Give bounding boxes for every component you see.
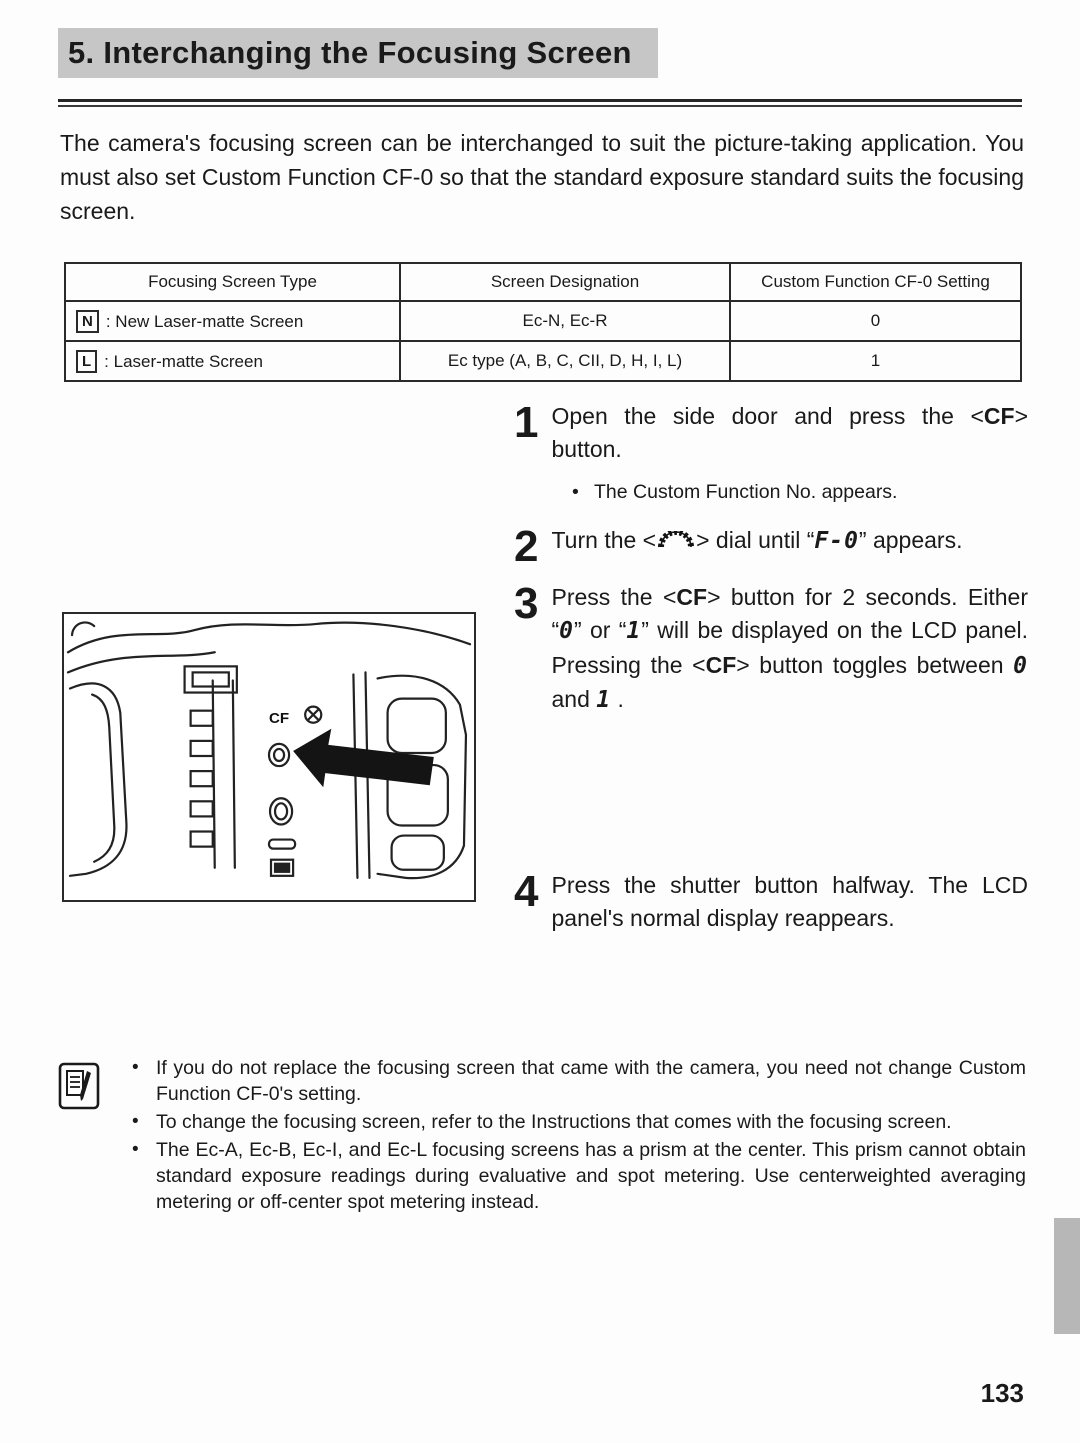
bullet-dot: •	[132, 1110, 139, 1132]
step-4	[514, 866, 1028, 935]
lcd-value: 1	[596, 686, 612, 713]
table-row	[65, 301, 1021, 341]
step-3	[514, 581, 1028, 716]
title-rule	[58, 99, 1022, 107]
step-number: 4	[514, 866, 539, 916]
lcd-value: 0	[1013, 652, 1029, 679]
intro-paragraph: The camera's focusing screen can be interchanged to suit the picture-taking application. You must also set Custom Function CF-0 so that the standard exposure standard suits the focusing screen.	[60, 130, 1024, 225]
camera-illustration	[64, 614, 474, 900]
step-number: 1	[514, 398, 539, 447]
camera-figure	[62, 612, 476, 902]
lcd-value: F-0	[814, 527, 859, 554]
step-text: Press the shutter button halfway. The LCD panel's normal display reappears.	[551, 871, 1028, 931]
screen-type-badge: L	[76, 350, 97, 373]
note-item	[132, 1056, 1026, 1108]
step-text: Press the <CF> button for 2 seconds. Either “0” or “1” will be displayed on the LCD panel. Pressing the <CF> button toggles between 0 and 1 .	[551, 584, 1029, 713]
note-item	[132, 1138, 1026, 1216]
steps-column	[514, 400, 1028, 949]
step-1-note	[572, 480, 1028, 505]
header-focusing-screen-type: Focusing Screen Type	[65, 263, 400, 301]
notes-section	[58, 1056, 1026, 1218]
table-header-row	[65, 263, 1021, 301]
note-text: The Ec-A, Ec-B, Ec-I, and Ec-L focusing screens has a prism at the center. This prism cannot obtain standard exposure readings during evaluative and spot metering. Use centerweighted averaging metering or off-center spot metering instead.	[156, 1138, 1026, 1213]
cf0-setting-cell: 1	[730, 341, 1021, 381]
step-number: 3	[514, 579, 539, 629]
lcd-value: 1	[626, 618, 642, 645]
focusing-screen-table	[64, 262, 1022, 382]
step-2	[514, 521, 1028, 571]
lcd-value: 0	[559, 618, 575, 645]
screen-designation-cell: Ec-N, Ec-R	[400, 301, 730, 341]
screen-designation-cell: Ec type (A, B, C, CII, D, H, I, L)	[400, 341, 730, 381]
cf-button-label: CF	[983, 403, 1015, 429]
screen-type-badge: N	[76, 310, 99, 333]
note-text: To change the focusing screen, refer to the Instructions that comes with the focusing screen.	[156, 1110, 952, 1133]
step-1-note-text: The Custom Function No. appears.	[594, 481, 898, 504]
step-text: Open the side door and press the <CF> button.	[551, 403, 1028, 463]
note-icon	[58, 1062, 100, 1110]
cf-arrow	[293, 729, 434, 787]
bullet-dot: •	[572, 481, 579, 504]
bullet-dot: •	[132, 1138, 139, 1160]
page-number: 133	[980, 1378, 1024, 1408]
header-screen-designation: Screen Designation	[400, 263, 730, 301]
screen-type-label: : Laser-matte Screen	[104, 351, 263, 371]
note-item	[132, 1110, 1026, 1136]
cf0-setting-cell: 0	[730, 301, 1021, 341]
step-number: 2	[514, 521, 539, 571]
cf-button-label: CF	[676, 584, 708, 611]
step-text: Turn the < > dial until “F-0” appears.	[551, 526, 963, 554]
main-dial-icon	[658, 531, 694, 549]
note-text: If you do not replace the focusing screen that came with the camera, you need not change Custom Function CF-0's setting.	[156, 1057, 1026, 1105]
table-row	[65, 341, 1021, 381]
screen-type-label: : New Laser-matte Screen	[105, 311, 304, 331]
page-edge-tab	[1054, 1218, 1080, 1334]
figure-cf-label: CF	[269, 709, 290, 727]
header-cf0-setting: Custom Function CF-0 Setting	[730, 263, 1021, 301]
cf-button-label: CF	[705, 651, 737, 678]
page-header	[58, 28, 1022, 78]
page-title: 5. Interchanging the Focusing Screen	[58, 28, 658, 78]
step-1	[514, 400, 1028, 466]
bullet-dot: •	[132, 1057, 139, 1078]
